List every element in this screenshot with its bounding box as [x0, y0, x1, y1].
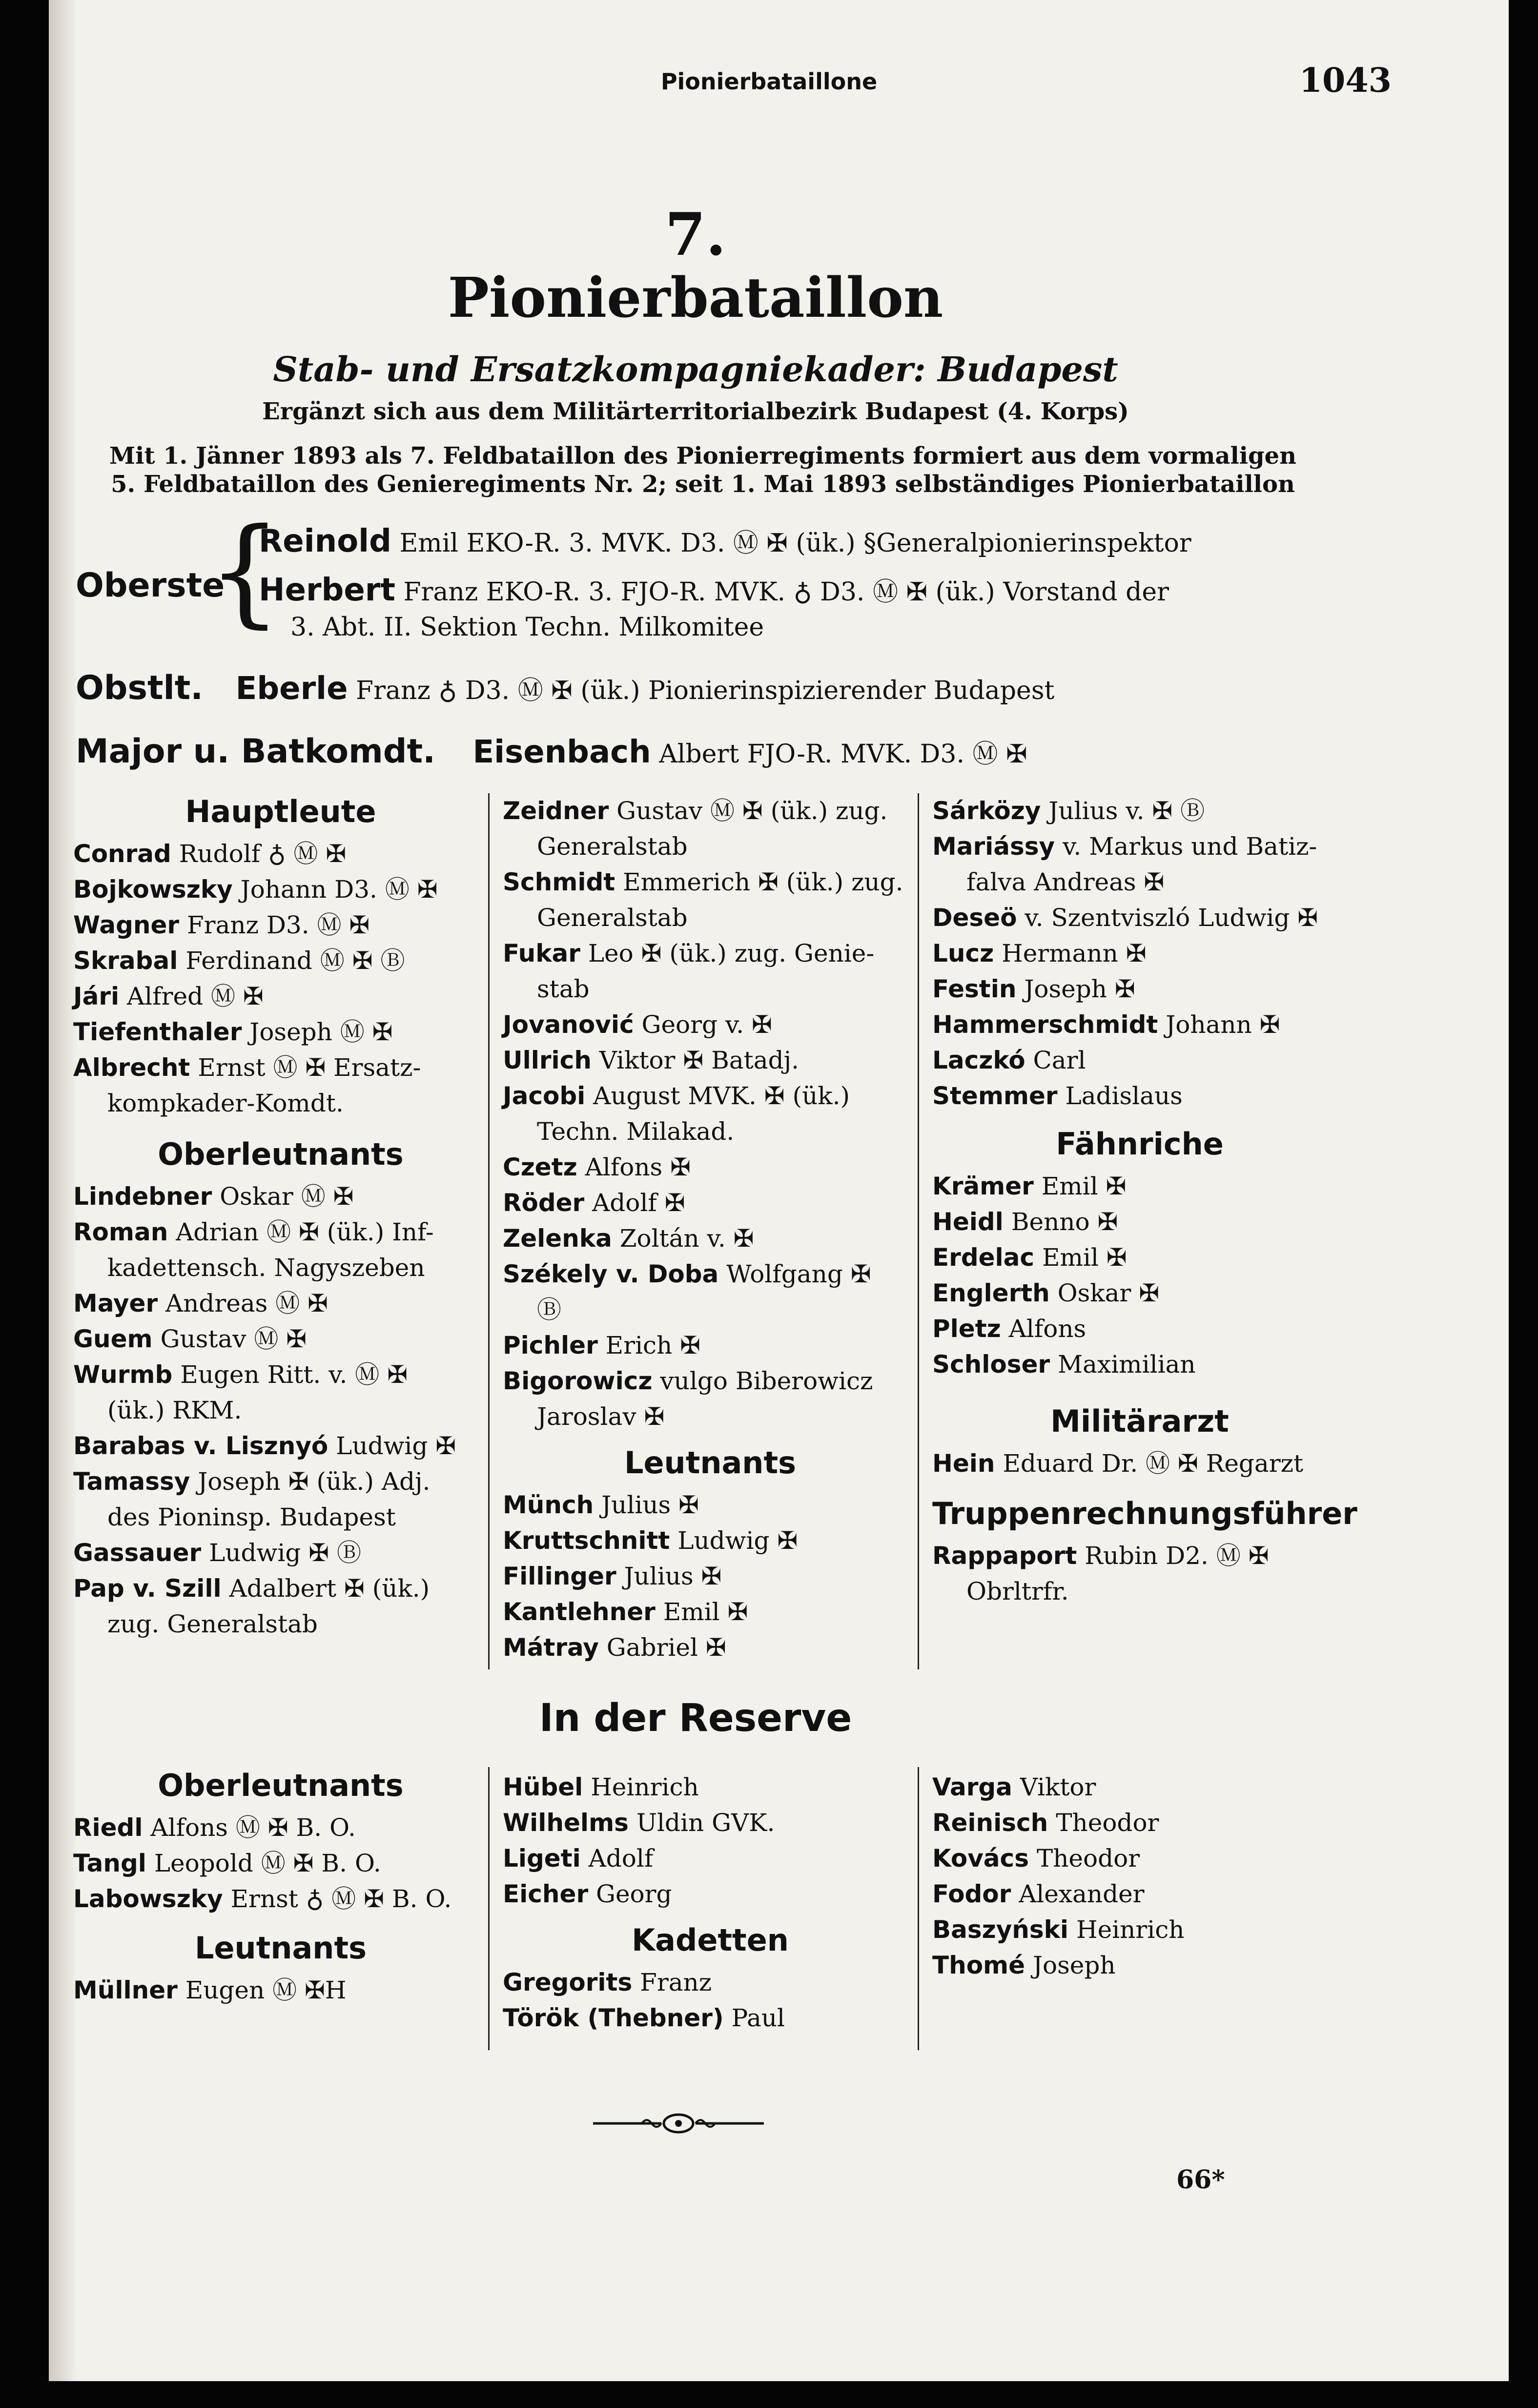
list-item: Albrecht Ernst Ⓜ ✠ Ersatz-: [73, 1053, 421, 1082]
list-item: Bojkowszky Johann D3. Ⓜ ✠: [73, 875, 438, 904]
list-item: Englerth Oskar ✠: [932, 1279, 1160, 1307]
list-item-cont: zug. Generalstab: [107, 1610, 318, 1638]
major-details: Albert FJO-R. MVK. D3. Ⓜ ✠: [659, 740, 1027, 769]
list-item: Pap v. Szill Adalbert ✠ (ük.): [73, 1574, 430, 1603]
list-item: Jacobi August MVK. ✠ (ük.): [503, 1082, 850, 1110]
list-item: Wagner Franz D3. Ⓜ ✠: [73, 911, 370, 939]
column-1: [73, 788, 488, 1642]
ornament-divider: [593, 2111, 764, 2136]
list-item: Czetz Alfons ✠: [503, 1153, 691, 1181]
list-item: Hübel Heinrich: [503, 1773, 699, 1801]
rank-label-oberste: Oberste: [76, 566, 225, 605]
formation-line-1: Mit 1. Jänner 1893 als 7. Feldbataillon des Pionierregiments formiert aus dem vormaligen: [109, 442, 1296, 470]
list-item-cont: falva Andreas ✠: [966, 868, 1165, 896]
list-item: Pletz Alfons: [932, 1315, 1087, 1343]
brace: {: [207, 503, 282, 639]
list-item: Mátray Gabriel ✠: [503, 1633, 726, 1662]
oberst-name: Reinold: [259, 523, 391, 559]
list-item-cont: Generalstab: [537, 832, 688, 861]
section-head-truppenrechnungsfuehrer: Truppenrechnungsführer: [932, 1496, 1357, 1531]
oberst-details: Emil EKO-R. 3. MVK. D3. Ⓜ ✠ (ük.) §Generalpionierinspektor: [399, 529, 1191, 558]
list-item: Kruttschnitt Ludwig ✠: [503, 1526, 798, 1555]
list-item-cont: Techn. Milakad.: [537, 1117, 735, 1146]
list-item: Tamassy Joseph ✠ (ük.) Adj.: [73, 1467, 431, 1496]
list-item: Eicher Georg: [503, 1880, 672, 1908]
rank-label-obstlt: Obstlt.: [76, 669, 204, 707]
list-item: Conrad Rudolf ♁ Ⓜ ✠: [73, 840, 347, 868]
list-item: Jovanović Georg v. ✠: [503, 1010, 772, 1039]
list-item: Kovács Theodor: [932, 1844, 1140, 1873]
list-item: Székely v. Doba Wolfgang ✠: [503, 1260, 871, 1288]
list-item: Mayer Andreas Ⓜ ✠: [73, 1289, 328, 1317]
list-item: Baszyński Heinrich: [932, 1915, 1185, 1944]
list-item-cont: des Pioninsp. Budapest: [107, 1503, 396, 1531]
list-item-cont: Generalstab: [537, 904, 688, 932]
list-item: Laczkó Carl: [932, 1046, 1086, 1074]
list-item-cont: Obrltrfr.: [966, 1577, 1069, 1605]
list-item: Kantlehner Emil ✠: [503, 1598, 748, 1626]
list-item: Festin Joseph ✠: [932, 975, 1135, 1003]
column-2: [503, 793, 918, 1666]
section-head-militaerarzt: Militärarzt: [1050, 1403, 1229, 1439]
list-item: Roman Adrian Ⓜ ✠ (ük.) Inf-: [73, 1218, 434, 1246]
list-item: Heidl Benno ✠: [932, 1208, 1118, 1236]
list-item: Stemmer Ladislaus: [932, 1082, 1183, 1110]
subtitle: Stab- und Ersatzkompagniekader: Budapest: [273, 349, 1118, 390]
list-item: Müllner Eugen Ⓜ ✠H: [73, 1976, 347, 2004]
list-item: Guem Gustav Ⓜ ✠: [73, 1325, 307, 1353]
major-entry: [76, 732, 1027, 771]
oberst-details: Franz EKO-R. 3. FJO-R. MVK. ♁ D3. Ⓜ ✠ (ük.) Vorstand der: [403, 577, 1169, 607]
list-item: Fukar Leo ✠ (ük.) zug. Genie-: [503, 939, 875, 967]
section-head-faehnriche: Fähnriche: [1056, 1126, 1224, 1162]
list-item: Pichler Erich ✠: [503, 1331, 701, 1359]
obstlt-details: Franz ♁ D3. Ⓜ ✠ (ük.) Pionierinspizierender Budapest: [356, 676, 1055, 705]
column-3: [932, 793, 1357, 1609]
obstlt-name: Eberle: [235, 671, 348, 707]
section-head-kadetten: Kadetten: [632, 1922, 789, 1958]
list-item: Skrabal Ferdinand Ⓜ ✠ Ⓑ: [73, 947, 405, 975]
reserve-column-3: [932, 1770, 1347, 1983]
list-item: Barabas v. Lisznyó Ludwig ✠: [73, 1432, 456, 1460]
list-item: Fodor Alexander: [932, 1880, 1145, 1908]
scan-border-right: [1509, 0, 1538, 2408]
list-item: Bigorowicz vulgo Biberowicz: [503, 1367, 873, 1395]
list-item: Gregorits Franz: [503, 1968, 712, 1996]
section-head-oberleutnants: Oberleutnants: [158, 1136, 404, 1172]
oberst-entry-1: [259, 522, 1191, 559]
list-item: Labowszky Ernst ♁ Ⓜ ✠ B. O.: [73, 1885, 452, 1913]
list-item: Reinisch Theodor: [932, 1809, 1159, 1837]
list-item: Lindebner Oskar Ⓜ ✠: [73, 1182, 354, 1211]
list-item: Riedl Alfons Ⓜ ✠ B. O.: [73, 1813, 356, 1842]
list-item: Ligeti Adolf: [503, 1844, 654, 1873]
list-item: Rappaport Rubin D2. Ⓜ ✠: [932, 1542, 1269, 1570]
section-head-leutnants: Leutnants: [624, 1445, 796, 1481]
list-item: Wilhelms Uldin GVK.: [503, 1809, 775, 1837]
list-item: Thomé Joseph: [932, 1951, 1116, 1979]
list-item: Schmidt Emmerich ✠ (ük.) zug.: [503, 868, 903, 896]
list-item: Tangl Leopold Ⓜ ✠ B. O.: [73, 1849, 381, 1877]
list-item: Krämer Emil ✠: [932, 1172, 1127, 1200]
list-item: Röder Adolf ✠: [503, 1189, 685, 1217]
page-number: 1043: [1299, 61, 1392, 100]
reserve-column-rule-2: [918, 1767, 919, 2050]
list-item: Wurmb Eugen Ritt. v. Ⓜ ✠: [73, 1360, 408, 1389]
list-item-cont: kompkader-Komdt.: [107, 1089, 344, 1117]
oberst-entry-2: [259, 571, 1169, 608]
signature-mark: 66*: [1176, 2165, 1225, 2195]
reserve-column-rule-1: [488, 1767, 490, 2050]
list-item-cont: Ⓑ: [537, 1296, 561, 1324]
list-item: Lucz Hermann ✠: [932, 939, 1147, 967]
list-item: Deseö v. Szentviszló Ludwig ✠: [932, 904, 1318, 932]
reserve-column-1: [73, 1762, 488, 2008]
list-item: Zeidner Gustav Ⓜ ✠ (ük.) zug.: [503, 797, 888, 825]
running-head: Pionierbataillone: [660, 68, 878, 95]
reserve-column-2: [503, 1770, 918, 2036]
section-head-reserve: In der Reserve: [539, 1696, 852, 1740]
list-item: Münch Julius ✠: [503, 1491, 699, 1519]
list-item: Erdelac Emil ✠: [932, 1243, 1127, 1272]
section-head-hauptleute: Hauptleute: [185, 794, 376, 829]
list-item: Zelenka Zoltán v. ✠: [503, 1224, 754, 1253]
list-item: Gassauer Ludwig ✠ Ⓑ: [73, 1539, 362, 1567]
obstlt-entry: [76, 669, 1054, 707]
major-name: Eisenbach: [472, 734, 651, 770]
intro-line: Ergänzt sich aus dem Militärterritorialbezirk Budapest (4. Korps): [262, 398, 1129, 425]
list-item: Hein Eduard Dr. Ⓜ ✠ Regarzt: [932, 1449, 1304, 1478]
column-rule-1: [488, 793, 490, 1669]
list-item: Mariássy v. Markus und Batiz-: [932, 832, 1317, 861]
oberst-entry-2-cont: 3. Abt. II. Sektion Techn. Milkomitee: [290, 613, 764, 642]
scan-border-bottom: [0, 2381, 1538, 2408]
list-item: Fillinger Julius ✠: [503, 1562, 722, 1590]
list-item: Varga Viktor: [932, 1773, 1096, 1801]
list-item: Tiefenthaler Joseph Ⓜ ✠: [73, 1018, 393, 1046]
formation-line-2: 5. Feldbataillon des Genieregiments Nr. 2; seit 1. Mai 1893 selbständiges Pionierbataillon: [111, 471, 1295, 498]
list-item: Sárközy Julius v. ✠ Ⓑ: [932, 797, 1205, 825]
list-item: Hammerschmidt Johann ✠: [932, 1010, 1280, 1039]
section-head-reserve-oberleutnants: Oberleutnants: [158, 1768, 404, 1803]
formation-note: [73, 442, 1333, 498]
list-item-cont: stab: [537, 975, 590, 1003]
list-item: Ullrich Viktor ✠ Batadj.: [503, 1046, 799, 1074]
list-item: Jári Alfred Ⓜ ✠: [73, 982, 264, 1010]
list-item-cont: kadettensch. Nagyszeben: [107, 1254, 425, 1282]
section-number: 7.: [665, 200, 726, 269]
list-item: Schloser Maximilian: [932, 1350, 1196, 1379]
rank-label-major: Major u. Batkomdt.: [76, 732, 435, 771]
list-item-cont: (ük.) RKM.: [107, 1396, 242, 1424]
list-item-cont: Jaroslav ✠: [537, 1402, 665, 1431]
oberst-name: Herbert: [259, 572, 395, 608]
column-rule-2: [918, 793, 919, 1669]
list-item: Török (Thebner) Paul: [503, 2004, 785, 2032]
section-head-reserve-leutnants: Leutnants: [195, 1930, 367, 1966]
page-title: Pionierbataillon: [448, 266, 943, 330]
